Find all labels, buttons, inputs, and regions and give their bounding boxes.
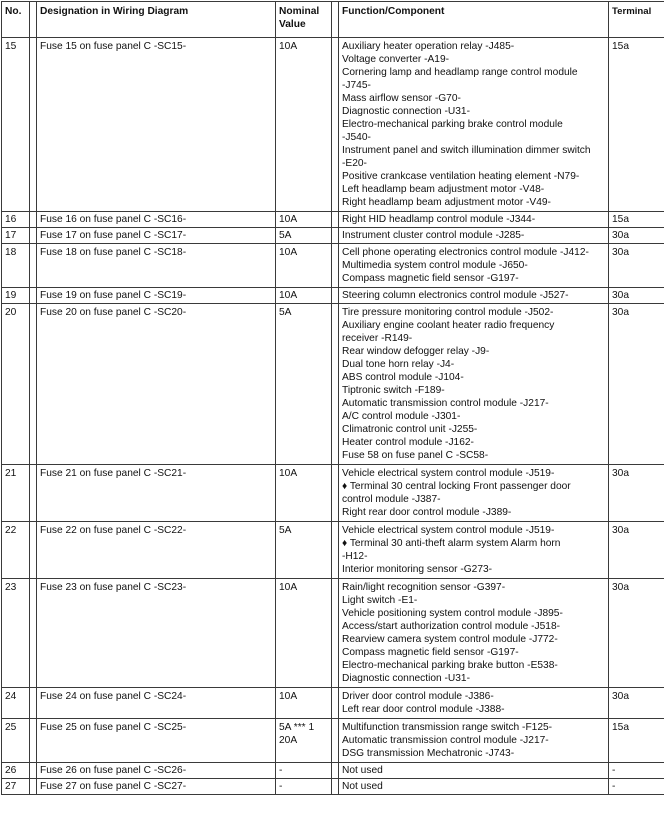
component-line: DSG transmission Mechatronic -J743- xyxy=(342,747,605,760)
fuse-designation: Fuse 17 on fuse panel C -SC17- xyxy=(37,228,276,244)
table-row xyxy=(2,38,664,212)
component-line: Vehicle electrical system control module -J519- xyxy=(342,467,605,480)
spacer-cell xyxy=(30,779,37,795)
component-line: Dual tone horn relay -J4- xyxy=(342,358,605,371)
fuse-number: 24 xyxy=(2,688,30,719)
terminal: - xyxy=(609,763,664,779)
spacer-cell xyxy=(30,212,37,228)
component-line: receiver -R149- xyxy=(342,332,605,345)
nominal-value xyxy=(276,465,332,522)
table-row xyxy=(2,779,664,795)
component-line: Heater control module -J162- xyxy=(342,436,605,449)
spacer-cell xyxy=(30,244,37,288)
nominal-value-line: 10A xyxy=(279,246,328,259)
component-line: Rear window defogger relay -J9- xyxy=(342,345,605,358)
header-spacer xyxy=(332,2,339,38)
fuse-designation: Fuse 20 on fuse panel C -SC20- xyxy=(37,304,276,465)
nominal-value xyxy=(276,304,332,465)
component-line: Cell phone operating electronics control module -J412- xyxy=(342,246,605,259)
fuse-designation: Fuse 15 on fuse panel C -SC15- xyxy=(37,38,276,212)
component-line: Vehicle electrical system control module -J519- xyxy=(342,524,605,537)
fuse-designation: Fuse 18 on fuse panel C -SC18- xyxy=(37,244,276,288)
spacer-cell xyxy=(332,304,339,465)
nominal-value-line: 10A xyxy=(279,289,328,302)
function-component xyxy=(339,465,609,522)
component-line: A/C control module -J301- xyxy=(342,410,605,423)
component-line: Multifunction transmission range switch -F125- xyxy=(342,721,605,734)
nominal-value-line: 5A xyxy=(279,229,328,242)
fuse-designation: Fuse 26 on fuse panel C -SC26- xyxy=(37,763,276,779)
terminal: 15a xyxy=(609,719,664,763)
component-line: Compass magnetic field sensor -G197- xyxy=(342,272,605,285)
terminal: 15a xyxy=(609,38,664,212)
header-no: No. xyxy=(2,2,30,38)
terminal: 30a xyxy=(609,288,664,304)
fuse-designation: Fuse 25 on fuse panel C -SC25- xyxy=(37,719,276,763)
component-line: control module -J387- xyxy=(342,493,605,506)
function-component xyxy=(339,719,609,763)
terminal: 30a xyxy=(609,522,664,579)
component-line: Not used xyxy=(342,780,605,793)
terminal: 15a xyxy=(609,212,664,228)
spacer-cell xyxy=(30,763,37,779)
spacer-cell xyxy=(332,779,339,795)
nominal-value-line: 5A xyxy=(279,524,328,537)
component-line: Right rear door control module -J389- xyxy=(342,506,605,519)
component-line: -J745- xyxy=(342,79,605,92)
fuse-designation: Fuse 19 on fuse panel C -SC19- xyxy=(37,288,276,304)
function-component xyxy=(339,688,609,719)
fuse-number: 27 xyxy=(2,779,30,795)
nominal-value-line: - xyxy=(279,780,328,793)
component-line: Tiptronic switch -F189- xyxy=(342,384,605,397)
fuse-number: 20 xyxy=(2,304,30,465)
spacer-cell xyxy=(332,522,339,579)
spacer-cell xyxy=(332,688,339,719)
fuse-number: 16 xyxy=(2,212,30,228)
component-line: Fuse 58 on fuse panel C -SC58- xyxy=(342,449,605,462)
spacer-cell xyxy=(30,688,37,719)
function-component xyxy=(339,244,609,288)
component-line: Interior monitoring sensor -G273- xyxy=(342,563,605,576)
component-line: Automatic transmission control module -J217- xyxy=(342,397,605,410)
component-line: Auxiliary heater operation relay -J485- xyxy=(342,40,605,53)
spacer-cell xyxy=(332,719,339,763)
header-function: Function/Component xyxy=(339,2,609,38)
fuse-number: 25 xyxy=(2,719,30,763)
fuse-number: 23 xyxy=(2,579,30,688)
fuse-designation: Fuse 27 on fuse panel C -SC27- xyxy=(37,779,276,795)
table-row xyxy=(2,719,664,763)
table-row xyxy=(2,228,664,244)
terminal: 30a xyxy=(609,304,664,465)
function-component xyxy=(339,579,609,688)
component-line: ABS control module -J104- xyxy=(342,371,605,384)
component-line: Not used xyxy=(342,764,605,777)
component-line: Diagnostic connection -U31- xyxy=(342,105,605,118)
component-line: ♦ Terminal 30 central locking Front passenger door xyxy=(342,480,605,493)
fuse-designation: Fuse 16 on fuse panel C -SC16- xyxy=(37,212,276,228)
component-line: ♦ Terminal 30 anti-theft alarm system Alarm horn xyxy=(342,537,605,550)
component-line: Tire pressure monitoring control module -J502- xyxy=(342,306,605,319)
function-component xyxy=(339,288,609,304)
nominal-value xyxy=(276,38,332,212)
spacer-cell xyxy=(332,228,339,244)
spacer-cell xyxy=(30,522,37,579)
table-row xyxy=(2,763,664,779)
spacer-cell xyxy=(332,38,339,212)
spacer-cell xyxy=(30,38,37,212)
nominal-value xyxy=(276,288,332,304)
fuse-table xyxy=(1,1,664,795)
spacer-cell xyxy=(332,465,339,522)
component-line: Cornering lamp and headlamp range control module xyxy=(342,66,605,79)
fuse-number: 17 xyxy=(2,228,30,244)
terminal: 30a xyxy=(609,228,664,244)
terminal: 30a xyxy=(609,579,664,688)
terminal: - xyxy=(609,779,664,795)
header-nominal-value: Nominal Value xyxy=(276,2,332,38)
spacer-cell xyxy=(30,288,37,304)
nominal-value xyxy=(276,688,332,719)
nominal-value xyxy=(276,522,332,579)
nominal-value-line: 10A xyxy=(279,581,328,594)
spacer-cell xyxy=(332,579,339,688)
spacer-cell xyxy=(332,244,339,288)
header-designation: Designation in Wiring Diagram xyxy=(37,2,276,38)
fuse-designation: Fuse 23 on fuse panel C -SC23- xyxy=(37,579,276,688)
header-terminal: Terminal xyxy=(609,2,664,38)
function-component xyxy=(339,304,609,465)
nominal-value xyxy=(276,579,332,688)
component-line: -J540- xyxy=(342,131,605,144)
spacer-cell xyxy=(30,719,37,763)
component-line: Left rear door control module -J388- xyxy=(342,703,605,716)
function-component xyxy=(339,763,609,779)
component-line: Access/start authorization control module -J518- xyxy=(342,620,605,633)
component-line: Compass magnetic field sensor -G197- xyxy=(342,646,605,659)
spacer-cell xyxy=(30,465,37,522)
component-line: -H12- xyxy=(342,550,605,563)
nominal-value xyxy=(276,244,332,288)
component-line: Right HID headlamp control module -J344- xyxy=(342,213,605,226)
table-row xyxy=(2,212,664,228)
fuse-designation: Fuse 24 on fuse panel C -SC24- xyxy=(37,688,276,719)
component-line: Instrument panel and switch illumination dimmer switch xyxy=(342,144,605,157)
function-component xyxy=(339,779,609,795)
component-line: Left headlamp beam adjustment motor -V48- xyxy=(342,183,605,196)
component-line: Automatic transmission control module -J217- xyxy=(342,734,605,747)
component-line: Positive crankcase ventilation heating element -N79- xyxy=(342,170,605,183)
function-component xyxy=(339,38,609,212)
fuse-designation: Fuse 21 on fuse panel C -SC21- xyxy=(37,465,276,522)
spacer-cell xyxy=(332,288,339,304)
nominal-value xyxy=(276,212,332,228)
table-row xyxy=(2,688,664,719)
spacer-cell xyxy=(332,212,339,228)
nominal-value-line: 10A xyxy=(279,467,328,480)
component-line: Auxiliary engine coolant heater radio frequency xyxy=(342,319,605,332)
component-line: -E20- xyxy=(342,157,605,170)
terminal: 30a xyxy=(609,688,664,719)
fuse-designation: Fuse 22 on fuse panel C -SC22- xyxy=(37,522,276,579)
spacer-cell xyxy=(332,763,339,779)
component-line: Electro-mechanical parking brake control module xyxy=(342,118,605,131)
function-component xyxy=(339,228,609,244)
component-line: Instrument cluster control module -J285- xyxy=(342,229,605,242)
fuse-number: 18 xyxy=(2,244,30,288)
component-line: Rain/light recognition sensor -G397- xyxy=(342,581,605,594)
fuse-number: 21 xyxy=(2,465,30,522)
fuse-number: 22 xyxy=(2,522,30,579)
component-line: Rearview camera system control module -J772- xyxy=(342,633,605,646)
table-row xyxy=(2,244,664,288)
nominal-value xyxy=(276,228,332,244)
spacer-cell xyxy=(30,228,37,244)
nominal-value-line: 20A xyxy=(279,734,328,747)
nominal-value xyxy=(276,779,332,795)
spacer-cell xyxy=(30,579,37,688)
nominal-value-line: 5A xyxy=(279,306,328,319)
component-line: Vehicle positioning system control module -J895- xyxy=(342,607,605,620)
terminal: 30a xyxy=(609,244,664,288)
component-line: Mass airflow sensor -G70- xyxy=(342,92,605,105)
function-component xyxy=(339,212,609,228)
nominal-value-line: - xyxy=(279,764,328,777)
nominal-value-line: 5A *** 1 xyxy=(279,721,328,734)
fuse-number: 15 xyxy=(2,38,30,212)
component-line: Electro-mechanical parking brake button -E538- xyxy=(342,659,605,672)
fuse-table-body xyxy=(2,38,664,795)
component-line: Light switch -E1- xyxy=(342,594,605,607)
table-row xyxy=(2,288,664,304)
spacer-cell xyxy=(30,304,37,465)
component-line: Climatronic control unit -J255- xyxy=(342,423,605,436)
terminal: 30a xyxy=(609,465,664,522)
nominal-value-line: 10A xyxy=(279,690,328,703)
header-row xyxy=(2,2,664,38)
function-component xyxy=(339,522,609,579)
nominal-value-line: 10A xyxy=(279,40,328,53)
header-spacer xyxy=(30,2,37,38)
nominal-value xyxy=(276,763,332,779)
table-row xyxy=(2,465,664,522)
table-row xyxy=(2,579,664,688)
component-line: Steering column electronics control module -J527- xyxy=(342,289,605,302)
nominal-value-line: 10A xyxy=(279,213,328,226)
component-line: Driver door control module -J386- xyxy=(342,690,605,703)
nominal-value xyxy=(276,719,332,763)
component-line: Diagnostic connection -U31- xyxy=(342,672,605,685)
component-line: Multimedia system control module -J650- xyxy=(342,259,605,272)
table-row xyxy=(2,304,664,465)
fuse-number: 19 xyxy=(2,288,30,304)
table-row xyxy=(2,522,664,579)
component-line: Voltage converter -A19- xyxy=(342,53,605,66)
component-line: Right headlamp beam adjustment motor -V49- xyxy=(342,196,605,209)
fuse-number: 26 xyxy=(2,763,30,779)
